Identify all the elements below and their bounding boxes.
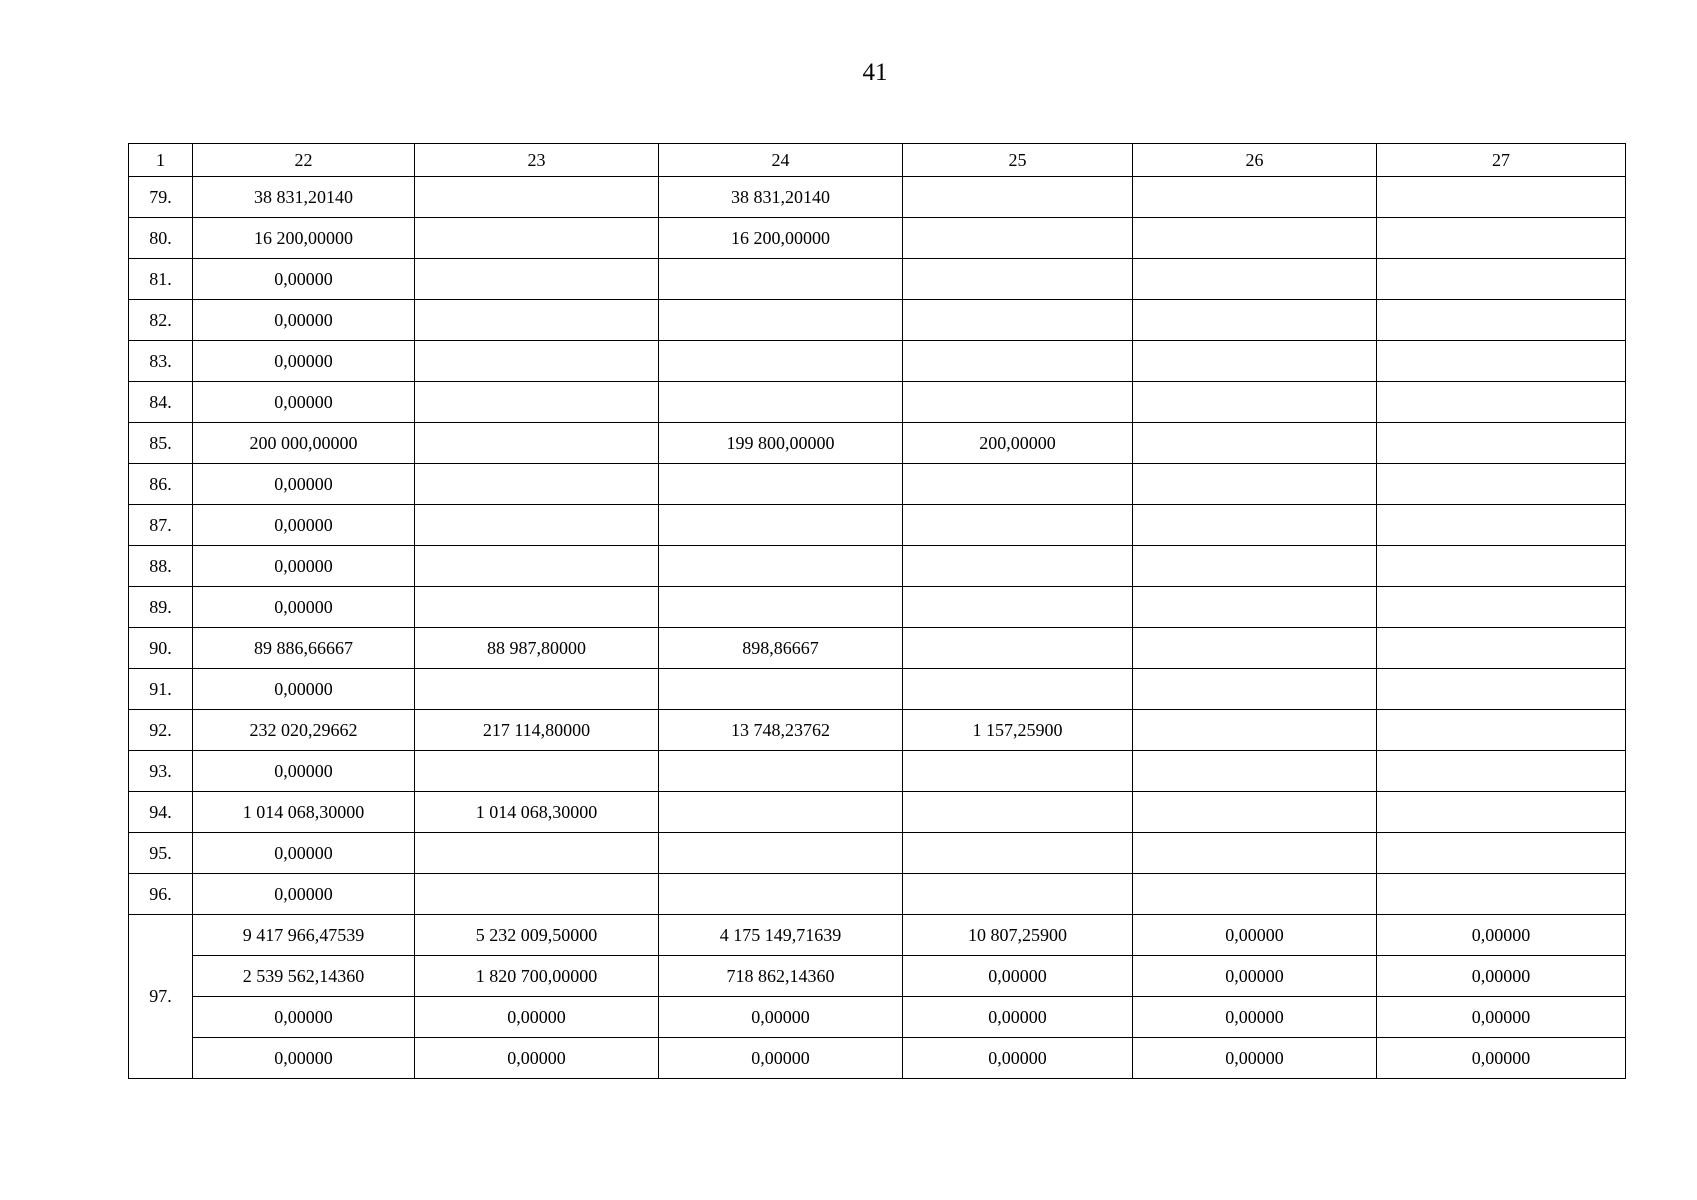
value-cell	[659, 751, 903, 792]
value-cell	[1377, 259, 1626, 300]
row-number-cell: 94.	[129, 792, 193, 833]
value-cell	[1133, 341, 1377, 382]
value-cell	[1377, 833, 1626, 874]
value-cell	[903, 300, 1133, 341]
value-cell	[1133, 546, 1377, 587]
table-row	[129, 710, 1626, 751]
value-cell	[1133, 218, 1377, 259]
value-cell	[1377, 341, 1626, 382]
table-row	[129, 300, 1626, 341]
value-cell: 199 800,00000	[659, 423, 903, 464]
row-number-cell: 89.	[129, 587, 193, 628]
value-cell	[1377, 423, 1626, 464]
value-cell	[1377, 382, 1626, 423]
value-cell	[903, 382, 1133, 423]
value-cell: 0,00000	[193, 546, 415, 587]
value-cell	[903, 669, 1133, 710]
value-cell	[1377, 505, 1626, 546]
value-cell	[659, 382, 903, 423]
value-cell	[1133, 751, 1377, 792]
value-cell	[415, 382, 659, 423]
value-cell	[1377, 546, 1626, 587]
table-row	[129, 833, 1626, 874]
value-cell	[1377, 669, 1626, 710]
value-cell	[903, 546, 1133, 587]
total-row	[129, 915, 1626, 956]
value-cell	[1133, 505, 1377, 546]
value-cell	[1133, 710, 1377, 751]
value-cell: 1 014 068,30000	[415, 792, 659, 833]
value-cell: 0,00000	[193, 382, 415, 423]
value-cell: 38 831,20140	[193, 177, 415, 218]
row-number-cell: 86.	[129, 464, 193, 505]
table-row	[129, 464, 1626, 505]
value-cell: 0,00000	[1377, 1038, 1626, 1079]
value-cell	[415, 587, 659, 628]
value-cell	[415, 546, 659, 587]
value-cell	[1377, 300, 1626, 341]
value-cell: 0,00000	[1133, 915, 1377, 956]
value-cell	[659, 505, 903, 546]
value-cell: 0,00000	[193, 464, 415, 505]
table-body	[129, 177, 1626, 1079]
value-cell: 1 157,25900	[903, 710, 1133, 751]
value-cell: 0,00000	[903, 956, 1133, 997]
row-number-cell: 96.	[129, 874, 193, 915]
value-cell: 0,00000	[193, 259, 415, 300]
value-cell: 89 886,66667	[193, 628, 415, 669]
value-cell	[1377, 464, 1626, 505]
value-cell	[659, 259, 903, 300]
value-cell	[415, 177, 659, 218]
value-cell	[1133, 587, 1377, 628]
table-row	[129, 751, 1626, 792]
value-cell	[415, 423, 659, 464]
value-cell	[1133, 669, 1377, 710]
value-cell: 16 200,00000	[193, 218, 415, 259]
value-cell: 1 014 068,30000	[193, 792, 415, 833]
page-number: 41	[862, 59, 888, 86]
row-number-cell: 85.	[129, 423, 193, 464]
value-cell	[903, 628, 1133, 669]
value-cell	[1377, 874, 1626, 915]
value-cell	[659, 833, 903, 874]
value-cell: 232 020,29662	[193, 710, 415, 751]
value-cell	[1377, 587, 1626, 628]
table-row	[129, 874, 1626, 915]
value-cell: 0,00000	[193, 587, 415, 628]
table-row	[129, 505, 1626, 546]
value-cell	[659, 300, 903, 341]
value-cell	[903, 259, 1133, 300]
value-cell	[415, 833, 659, 874]
value-cell: 0,00000	[1133, 1038, 1377, 1079]
table-row	[129, 341, 1626, 382]
table-row	[129, 792, 1626, 833]
value-cell	[903, 833, 1133, 874]
row-number-cell: 97.	[129, 915, 193, 1079]
header-cell: 1	[129, 144, 193, 177]
value-cell	[903, 751, 1133, 792]
value-cell	[1133, 464, 1377, 505]
value-cell	[415, 341, 659, 382]
value-cell	[903, 874, 1133, 915]
value-cell	[903, 218, 1133, 259]
table-row	[129, 587, 1626, 628]
value-cell: 200 000,00000	[193, 423, 415, 464]
value-cell: 1 820 700,00000	[415, 956, 659, 997]
value-cell	[1133, 177, 1377, 218]
value-cell: 718 862,14360	[659, 956, 903, 997]
header-cell: 23	[415, 144, 659, 177]
value-cell	[1377, 218, 1626, 259]
value-cell: 0,00000	[193, 997, 415, 1038]
row-number-cell: 92.	[129, 710, 193, 751]
table-row	[129, 259, 1626, 300]
table-row	[129, 382, 1626, 423]
value-cell: 200,00000	[903, 423, 1133, 464]
value-cell	[415, 669, 659, 710]
value-cell: 0,00000	[193, 833, 415, 874]
value-cell	[903, 505, 1133, 546]
value-cell	[1133, 628, 1377, 669]
total-row	[129, 1038, 1626, 1079]
value-cell: 217 114,80000	[415, 710, 659, 751]
row-number-cell: 87.	[129, 505, 193, 546]
table-row	[129, 669, 1626, 710]
value-cell	[1133, 792, 1377, 833]
header-cell: 27	[1377, 144, 1626, 177]
value-cell	[659, 874, 903, 915]
value-cell: 0,00000	[193, 300, 415, 341]
value-cell: 0,00000	[193, 1038, 415, 1079]
total-row	[129, 997, 1626, 1038]
value-cell: 0,00000	[193, 874, 415, 915]
row-number-cell: 79.	[129, 177, 193, 218]
row-number-cell: 82.	[129, 300, 193, 341]
value-cell	[659, 792, 903, 833]
value-cell	[659, 464, 903, 505]
value-cell: 10 807,25900	[903, 915, 1133, 956]
value-cell	[1133, 874, 1377, 915]
row-number-cell: 84.	[129, 382, 193, 423]
value-cell: 0,00000	[193, 341, 415, 382]
value-cell: 0,00000	[659, 1038, 903, 1079]
value-cell: 16 200,00000	[659, 218, 903, 259]
value-cell	[415, 259, 659, 300]
value-cell	[1133, 300, 1377, 341]
value-cell	[903, 587, 1133, 628]
row-number-cell: 80.	[129, 218, 193, 259]
value-cell: 9 417 966,47539	[193, 915, 415, 956]
value-cell: 0,00000	[415, 997, 659, 1038]
row-number-cell: 95.	[129, 833, 193, 874]
value-cell	[1377, 751, 1626, 792]
value-cell	[903, 177, 1133, 218]
row-number-cell: 91.	[129, 669, 193, 710]
value-cell: 5 232 009,50000	[415, 915, 659, 956]
value-cell: 38 831,20140	[659, 177, 903, 218]
value-cell: 0,00000	[193, 505, 415, 546]
value-cell	[1133, 833, 1377, 874]
value-cell: 0,00000	[1377, 915, 1626, 956]
total-row	[129, 956, 1626, 997]
value-cell	[659, 546, 903, 587]
header-cell: 25	[903, 144, 1133, 177]
data-table	[128, 143, 1626, 1079]
value-cell	[1133, 423, 1377, 464]
value-cell	[415, 218, 659, 259]
row-number-cell: 83.	[129, 341, 193, 382]
value-cell: 898,86667	[659, 628, 903, 669]
value-cell	[659, 341, 903, 382]
header-cell: 24	[659, 144, 903, 177]
row-number-cell: 90.	[129, 628, 193, 669]
value-cell: 0,00000	[1133, 997, 1377, 1038]
table-row	[129, 177, 1626, 218]
value-cell: 0,00000	[659, 997, 903, 1038]
value-cell	[903, 464, 1133, 505]
value-cell	[659, 669, 903, 710]
row-number-cell: 93.	[129, 751, 193, 792]
table-row	[129, 628, 1626, 669]
value-cell	[415, 751, 659, 792]
value-cell: 0,00000	[193, 669, 415, 710]
value-cell	[903, 341, 1133, 382]
value-cell	[1377, 710, 1626, 751]
value-cell: 2 539 562,14360	[193, 956, 415, 997]
value-cell	[1133, 382, 1377, 423]
value-cell	[1377, 177, 1626, 218]
value-cell: 0,00000	[1377, 956, 1626, 997]
row-number-cell: 81.	[129, 259, 193, 300]
value-cell	[1377, 792, 1626, 833]
row-number-cell: 88.	[129, 546, 193, 587]
value-cell	[415, 300, 659, 341]
table-row	[129, 218, 1626, 259]
value-cell: 4 175 149,71639	[659, 915, 903, 956]
value-cell: 0,00000	[1133, 956, 1377, 997]
value-cell: 0,00000	[1377, 997, 1626, 1038]
header-cell: 26	[1133, 144, 1377, 177]
value-cell: 13 748,23762	[659, 710, 903, 751]
value-cell: 0,00000	[903, 1038, 1133, 1079]
value-cell: 0,00000	[193, 751, 415, 792]
value-cell: 88 987,80000	[415, 628, 659, 669]
value-cell: 0,00000	[415, 1038, 659, 1079]
header-cell: 22	[193, 144, 415, 177]
value-cell	[415, 874, 659, 915]
value-cell: 0,00000	[903, 997, 1133, 1038]
table-row	[129, 423, 1626, 464]
value-cell	[415, 464, 659, 505]
value-cell	[659, 587, 903, 628]
header-row	[129, 144, 1626, 177]
table-row	[129, 546, 1626, 587]
value-cell	[903, 792, 1133, 833]
value-cell	[1377, 628, 1626, 669]
value-cell	[1133, 259, 1377, 300]
value-cell	[415, 505, 659, 546]
